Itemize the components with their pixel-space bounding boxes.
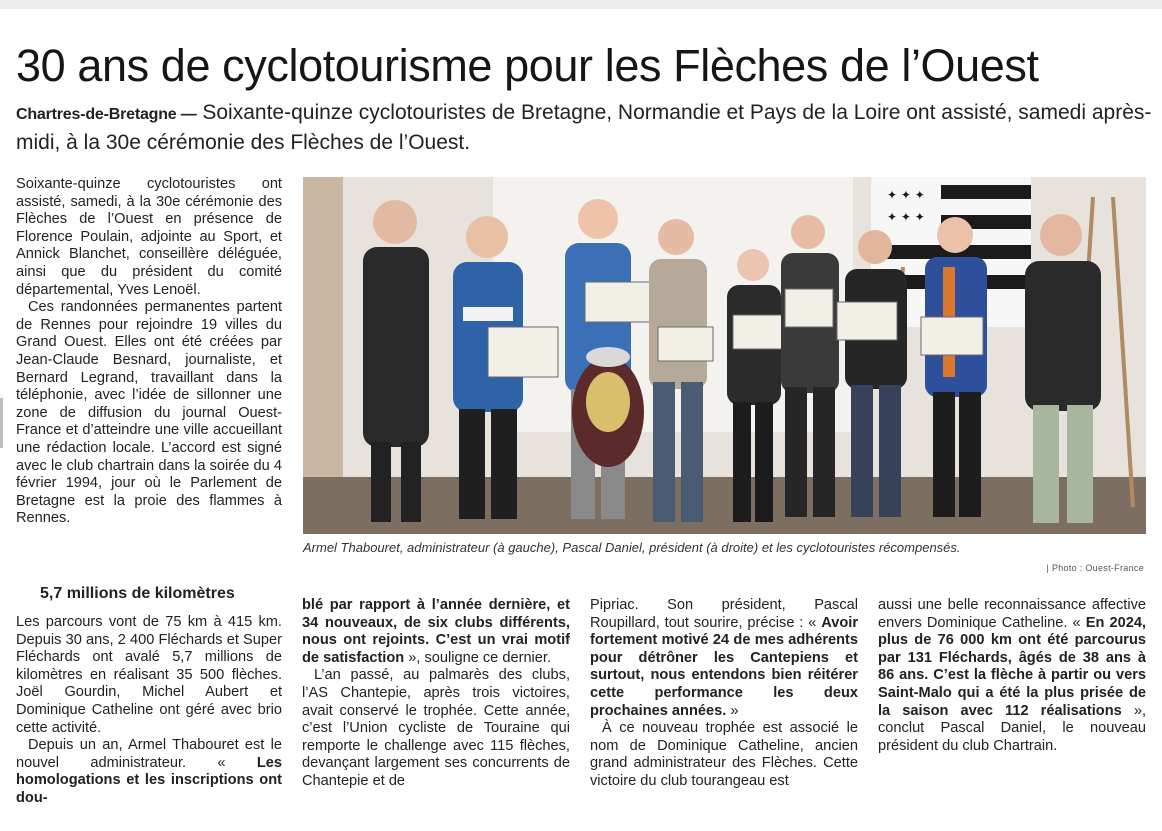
paragraph-president-quote	[590, 597, 858, 720]
page-edge-mark	[0, 398, 3, 448]
svg-text:✦ ✦ ✦: ✦ ✦ ✦	[887, 210, 925, 224]
section-subhead: 5,7 millions de kilomètres	[40, 585, 235, 602]
column-3	[590, 597, 858, 791]
paragraph-administrator	[16, 737, 282, 807]
paragraph-intro: Soixante-quinze cyclotouristes ont assisté, samedi, à la 30e cérémonie des Flèches de l’Ouest en présence de Florence Poulain, adjointe au Sport, et Annick Blanchet, conseillère déléguée, ainsi que du président du comité départemental, Yves Lenoël.	[16, 176, 282, 298]
quote-satisfaction: blé par rapport à l’année dernière, et 34 nouveaux, de six clubs différents, nous ont rejoints. C’est un vrai motif de satisfaction	[302, 597, 570, 666]
paragraph-conclusion-intro: aussi une belle reconnaissance affective envers Dominique Catheline. «	[878, 597, 1146, 631]
lead-text: Soixante-quinze cyclotouristes de Bretagne, Normandie et Pays de la Loire ont assisté, samedi après-midi, à la 30e cérémonie des Flèches de l’Ouest.	[16, 101, 1152, 154]
column-2	[302, 597, 570, 791]
paragraph-conclusion	[878, 597, 1146, 755]
paragraph-quote-continued	[302, 597, 570, 667]
photo-credit: | Photo : Ouest-France	[1046, 563, 1144, 573]
svg-text:✦ ✦ ✦: ✦ ✦ ✦	[887, 188, 925, 202]
lead-dateline: Chartres-de-Bretagne —	[16, 106, 197, 123]
paragraph-routes: Les parcours vont de 75 km à 415 km. Depuis 30 ans, 2 400 Fléchards et Super Fléchards ont avalé 5,7 millions de kilomètres en réalisant 35 500 flèches. Joël Gourdin, Michel Aubert et Dominique Catheline ont géré avec brio cette activité.	[16, 614, 282, 736]
column-1-top	[16, 176, 282, 528]
quote-homologations: Les homologations et les inscriptions ont dou-	[16, 754, 282, 806]
group-photo	[303, 177, 1146, 534]
quote-conclusion-attribution: », conclut Pascal Daniel, le nouveau président du club Chartrain.	[878, 702, 1146, 754]
top-bar	[0, 0, 1162, 9]
group-photo-illustration	[303, 177, 1146, 534]
paragraph-administrator-text: Depuis un an, Armel Thabouret est le nouvel administrateur. «	[16, 737, 282, 771]
photo-caption: Armel Thabouret, administrateur (à gauche), Pascal Daniel, président (à droite) et les cyclotouristes récompensés.	[303, 540, 961, 555]
article-headline: 30 ans de cyclotourisme pour les Flèches de l’Ouest	[16, 40, 1039, 91]
paragraph-president-intro: Pipriac. Son président, Pascal Roupillard, tout sourire, précise : «	[590, 597, 858, 631]
paragraph-palmares: L’an passé, au palmarès des clubs, l’AS Chantepie, après trois victoires, avait conservé le trophée. Cette année, c’est l’Union cycliste de Touraine qui remporte le challenge avec 115 flèches, devançant largement ses concurrents de Chantepie et de	[302, 667, 570, 789]
quote-motivation: Avoir fortement motivé 24 de mes adhérents pour détrôner les Cantepiens et surtout, nous entendons bien réitérer cette performance les deux prochaines années.	[590, 614, 858, 719]
paragraph-trophy: À ce nouveau trophée est associé le nom de Dominique Catheline, ancien grand administrateur des Flèches. Cette victoire du club tourangeau est	[590, 720, 858, 789]
article-lead	[16, 99, 1156, 157]
photo-floor	[303, 477, 1146, 534]
quote-statistics: En 2024, plus de 76 000 km ont été parcourus par 131 Fléchards, âgés de 38 ans à 86 ans. C’est la flèche à partir ou vers Saint-Malo qui a été la plus prisée de la saison avec 112 réalisations	[878, 614, 1146, 719]
paragraph-history: Ces randonnées permanentes partent de Rennes pour rejoindre 19 villes du Grand Ouest. Elles ont été créées par Jean-Claude Besnard, journaliste, et Bernard Legrand, travaillant dans la téléphonie, avec l’idée de sillonner une zone de diffusion du journal Ouest-France et d’atteindre une ville accueillant une rédaction locale. L’accord est signé avec le club chartrain dans la soirée du 4 février 1994, jour où le Parlement de Bretagne est la proie des flammes à Rennes.	[16, 299, 282, 527]
quote-attribution: », souligne ce dernier.	[404, 649, 552, 666]
column-4	[878, 597, 1146, 755]
quote-close: »	[726, 702, 739, 719]
column-1-bottom	[16, 614, 282, 808]
